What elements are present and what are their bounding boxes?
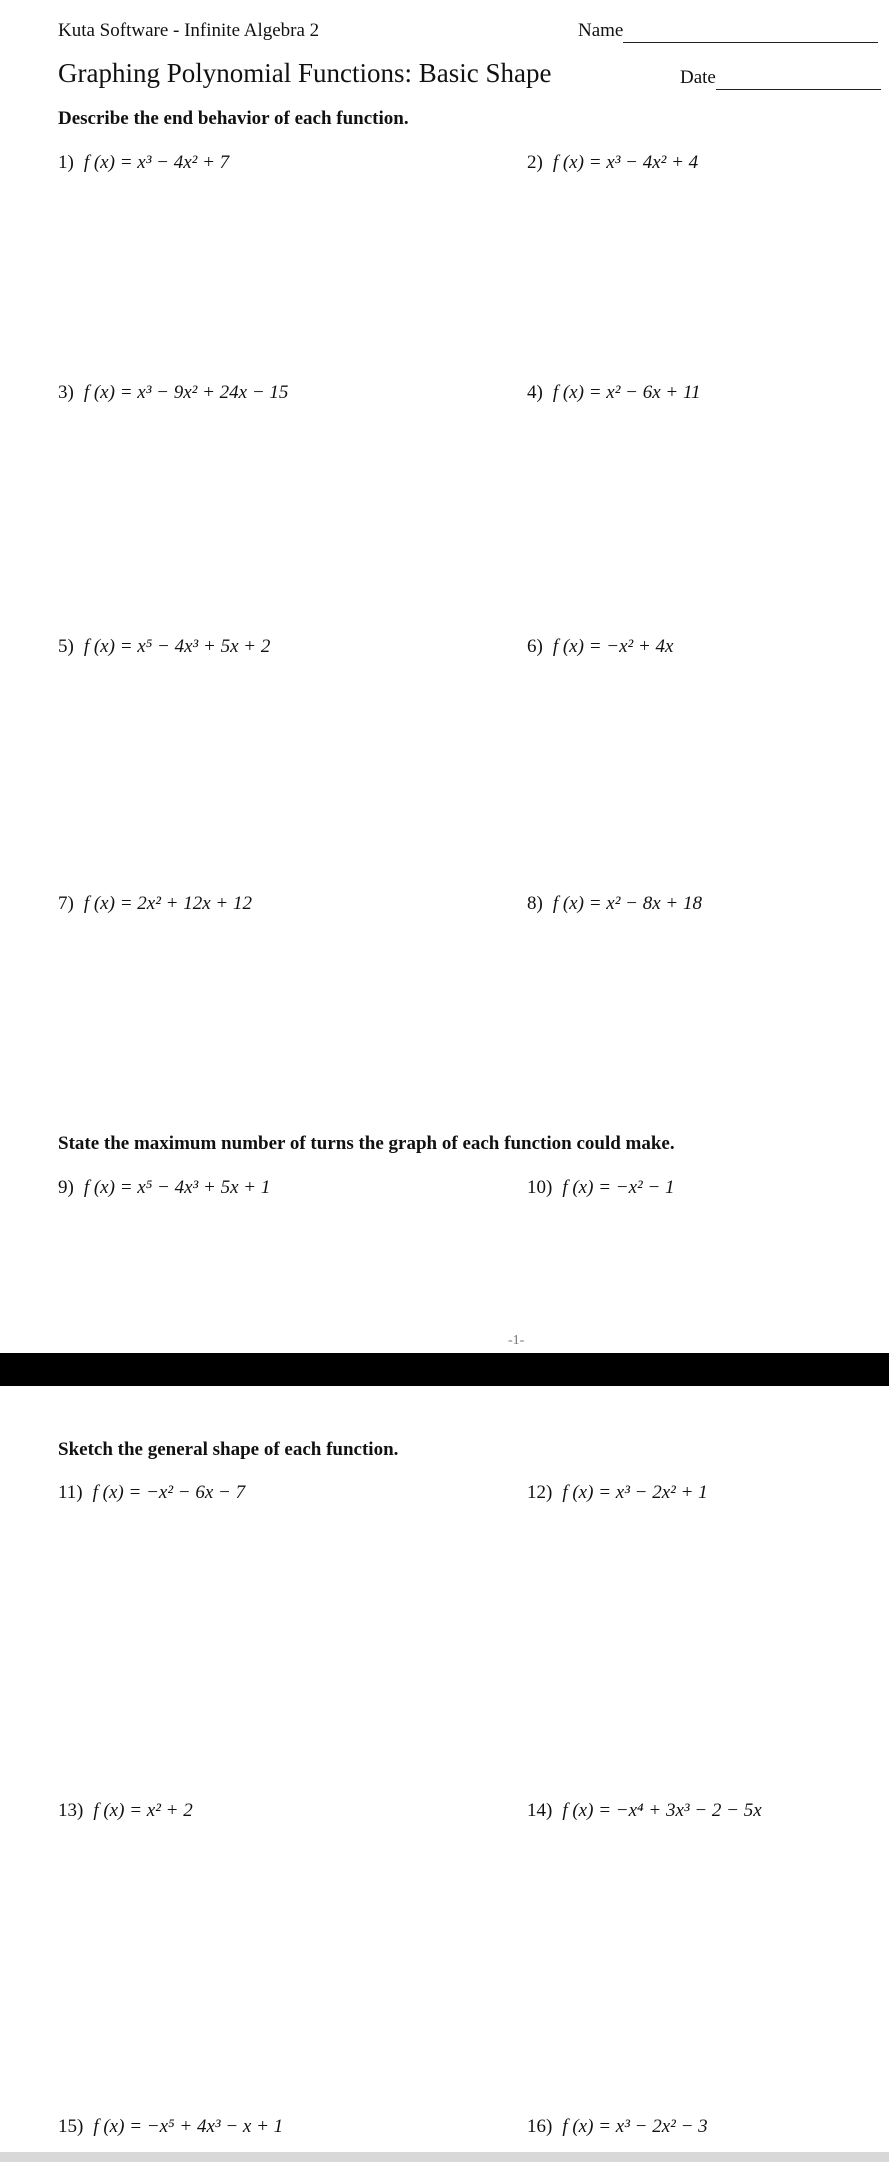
problem-number: 4) [527, 382, 543, 403]
problem-number: 1) [58, 152, 74, 173]
problem-number: 3) [58, 382, 74, 403]
problem-15 [58, 2116, 283, 2138]
problem-expression: f (x) = x³ − 2x² − 3 [562, 2116, 708, 2137]
problem-expression: f (x) = x² − 8x + 18 [552, 893, 702, 914]
page-number: -1- [508, 1333, 525, 1348]
problem-expression: f (x) = 2x² + 12x + 12 [83, 893, 252, 914]
problem-14 [527, 1800, 762, 1822]
problem-4 [527, 382, 701, 404]
date-field[interactable] [680, 67, 881, 90]
problem-expression: f (x) = −x² + 4x [552, 636, 674, 657]
bottom-edge [0, 2152, 889, 2162]
problem-6 [527, 636, 673, 658]
problem-number: 6) [527, 636, 543, 657]
problem-number: 14) [527, 1800, 553, 1821]
page-title: Graphing Polynomial Functions: Basic Shape [58, 58, 552, 88]
name-label: Name [578, 20, 624, 41]
problem-7 [58, 893, 252, 915]
problem-16 [527, 2116, 708, 2138]
problem-13 [58, 1800, 193, 1822]
problem-expression: f (x) = x³ − 2x² + 1 [562, 1482, 708, 1503]
problem-11 [58, 1482, 245, 1504]
problem-expression: f (x) = x³ − 4x² + 7 [83, 152, 230, 173]
instruction-sketch: Sketch the general shape of each function. [58, 1439, 399, 1460]
date-label: Date [680, 67, 716, 88]
problem-number: 5) [58, 636, 74, 657]
name-underline[interactable] [623, 20, 878, 43]
date-underline[interactable] [716, 67, 881, 90]
problem-expression: f (x) = −x² − 1 [562, 1177, 675, 1198]
problem-expression: f (x) = x³ − 9x² + 24x − 15 [83, 382, 289, 403]
problem-10 [527, 1177, 675, 1199]
problem-number: 10) [527, 1177, 553, 1198]
problem-expression: f (x) = x⁵ − 4x³ + 5x + 2 [83, 636, 271, 657]
problem-12 [527, 1482, 708, 1504]
problem-expression: f (x) = −x² − 6x − 7 [92, 1482, 246, 1503]
software-label: Kuta Software - Infinite Algebra 2 [58, 20, 320, 41]
problem-3 [58, 382, 288, 404]
page-break-bar [0, 1353, 889, 1386]
problem-expression: f (x) = −x⁵ + 4x³ − x + 1 [93, 2116, 284, 2137]
problem-expression: f (x) = x² + 2 [93, 1800, 193, 1821]
problem-number: 2) [527, 152, 543, 173]
problem-number: 16) [527, 2116, 553, 2137]
problem-number: 15) [58, 2116, 84, 2137]
problem-expression: f (x) = x² − 6x + 11 [552, 382, 701, 403]
problem-expression: f (x) = x³ − 4x² + 4 [552, 152, 699, 173]
problem-expression: f (x) = −x⁴ + 3x³ − 2 − 5x [562, 1800, 762, 1821]
problem-1 [58, 152, 229, 174]
problem-number: 8) [527, 893, 543, 914]
problem-8 [527, 893, 702, 915]
problem-expression: f (x) = x⁵ − 4x³ + 5x + 1 [83, 1177, 271, 1198]
problem-number: 13) [58, 1800, 84, 1821]
problem-5 [58, 636, 270, 658]
instruction-end-behavior: Describe the end behavior of each function. [58, 108, 409, 129]
problem-number: 7) [58, 893, 74, 914]
problem-number: 12) [527, 1482, 553, 1503]
instruction-turns: State the maximum number of turns the graph of each function could make. [58, 1133, 675, 1154]
problem-number: 9) [58, 1177, 74, 1198]
problem-2 [527, 152, 698, 174]
problem-9 [58, 1177, 270, 1199]
problem-number: 11) [58, 1482, 83, 1503]
name-field[interactable] [578, 20, 878, 43]
